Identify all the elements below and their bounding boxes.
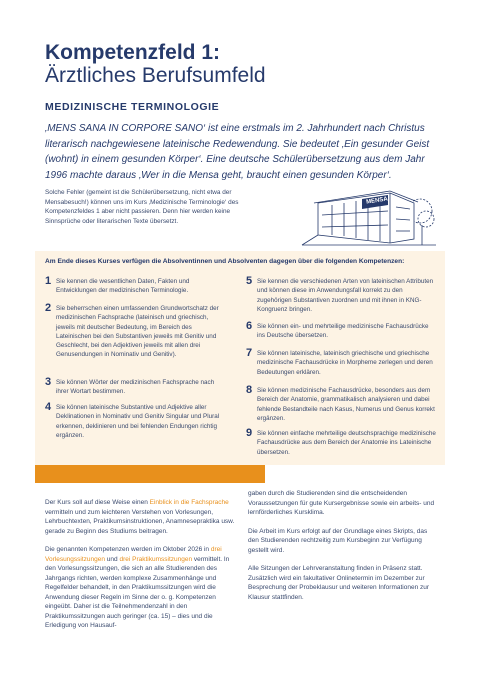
mensa-building-illustration [298, 183, 438, 251]
competency-item [246, 321, 436, 341]
competency-item [246, 428, 436, 457]
competency-item [246, 348, 436, 377]
accent-bar [35, 465, 265, 483]
text-span: Die genannten Kompetenzen werden im Oktober 2026 in [45, 546, 211, 553]
body-paragraph: gaben durch die Studierenden sind die entscheidenden Voraussetzungen für gute Kursergebnisse sowie ein arbeits- und lernförderliches Kursklima. [248, 490, 435, 516]
competency-text: Sie beherrschen einen umfassenden Grundwortschatz der medizinischen Fachsprache (lateinisch und griechisch, jeweils mit deutscher Bedeutung, im Bereich des Lateinischen bei den Substantiven jeweils mit Genitiv und Geschlecht, bei den Adjektiven jeweils mit allen drei Genusendungen in Nominativ und Genitiv). [56, 305, 219, 359]
competency-number: 8 [246, 384, 253, 396]
competency-number: 9 [246, 427, 253, 439]
competency-number: 7 [246, 347, 253, 359]
body-paragraph: Alle Sitzungen der Lehrveranstaltung finden in Präsenz statt. Zusätzlich wird ein fakultativer Onlinetermin im Dezember zur Besprechung der Probeklausur und weiteren Informationen zur Klausur stattfinden. [248, 565, 430, 601]
competency-text: Sie können medizinische Fachausdrücke, besonders aus dem Bereich der Anatomie, grammatikalisch analysieren und dabei fehlende Bestandteile nach Kasus, Numerus und Genus korrekt ergänzen. [257, 387, 435, 422]
competency-text: Sie kennen die verschiedenen Arten von lateinischen Attributen und können diese im Anwendungsfall korrekt zu den zugehörigen Substantiven zuordnen und mit ihnen in KNG-Kongruenz bringen. [257, 278, 434, 313]
competency-number: 5 [246, 275, 253, 287]
text-span: und [105, 555, 120, 563]
highlight-text: drei Praktikumssitzungen [119, 555, 193, 563]
text-span: Der Kurs soll auf diese Weise einen [45, 499, 150, 506]
competency-item [246, 385, 436, 423]
competency-number: 6 [246, 320, 253, 332]
text-span: vermittelt. In den Vorlesungssitzungen, die sich an alle Studierenden des Jahrgangs richten, werden komplexe Zusammenhänge und Regelfelder behandelt, in den Praktikumssitzungen wird die Anwendung dieser Regeln im Sinne der o. g. Kompetenzen eingeübt. Daher ist die Teilnehmendenzahl in den Praktikumssitzungen auch geringer (ca. 15) – dies und die Erledigung von Hausauf- [45, 555, 230, 629]
body-column-right [248, 489, 438, 611]
mensa-sign: MENSA [365, 196, 389, 206]
page-subtitle: Ärztliches Berufsumfeld [45, 64, 266, 87]
body-paragraph [45, 498, 240, 536]
competency-text: Sie können ein- und mehrteilige medizinische Fachausdrücke ins Deutsche übersetzen. [257, 323, 429, 340]
competency-item [45, 402, 225, 440]
competencies-heading: Am Ende dieses Kurses verfügen die Absolventinnen und Absolventen dagegen über die folgenden Kompetenzen: [45, 258, 405, 265]
competency-text: Sie können einfache mehrteilige deutschsprachige medizinische Fachausdrücke aus dem Bereich der Anatomie ins Lateinische übersetzen. [257, 430, 436, 456]
competency-item [246, 276, 436, 314]
text-span: vermitteln und zum leichteren Verstehen von Vorlesungen, Lehrbuchtexten, Praktikumsinstruktionen, Anamnesepraktika usw. gerade zu Beginn des Studiums beitragen. [45, 508, 235, 535]
competency-text: Sie kennen die wesentlichen Daten, Fakten und Entwicklungen der medizinischen Terminologie. [56, 278, 190, 295]
section-heading: MEDIZINISCHE TERMINOLOGIE [45, 101, 220, 113]
competency-item [45, 377, 225, 397]
competency-text: Sie können lateinische, lateinisch griechische und griechische medizinische Fachausdrücke in Morpheme zerlegen und deren Bedeutungen erklären. [257, 350, 433, 376]
highlight-text: Einblick in die Fachsprache [149, 499, 229, 506]
page-title: Kompetenzfeld 1: [45, 41, 221, 64]
body-paragraph [45, 545, 240, 631]
body-paragraph: Die Arbeit im Kurs erfolgt auf der Grundlage eines Skripts, das den Studierenden rechtzeitig zum Kursbeginn zur Verfügung gestellt wird. [248, 527, 428, 554]
competencies-box [35, 251, 445, 465]
competency-number: 3 [45, 376, 52, 388]
competency-text: Sie können Wörter der medizinischen Fachsprache nach ihrer Wortart bestimmen. [56, 379, 215, 396]
competency-number: 2 [45, 302, 52, 314]
competency-text: Sie können lateinische Substantive und Adjektive aller Deklinationen in Nominativ und Genitiv Singular und Plural erkennen, deklinieren und bei fehlenden Endungen richtig ergänzen. [56, 404, 220, 439]
competency-item [45, 303, 225, 360]
intro-quote: ‚MENS SANA IN CORPORE SANO‘ ist eine erstmals im 2. Jahrhundert nach Christus literarisch nachgewiesene lateinische Redewendung. Sie bedeutet ‚Ein gesunder Geist (wohnt) in einem gesunden Körper‘. Eine deutsche Schülerübersetzung aus dem Jahr 1996 machte daraus ‚Wer in die Mensa geht, braucht einen gesunden Körper‘. [45, 123, 430, 181]
competency-item [45, 276, 225, 296]
competency-number: 4 [45, 401, 52, 413]
highlight-text: drei Vorlesungssitzungen [45, 546, 222, 563]
intro-paragraph: Solche Fehler (gemeint ist die Schülerübersetzung, nicht etwa der Mensabesuch!) können uns im Kurs ‚Medizinische Terminologie‘ des Kompetenzfeldes 1 aber nicht passieren. Denn hier werden keine Sinnsprüche oder literarischen Texte übersetzt. [45, 189, 239, 225]
body-column-left [45, 498, 240, 640]
competency-number: 1 [45, 275, 52, 287]
